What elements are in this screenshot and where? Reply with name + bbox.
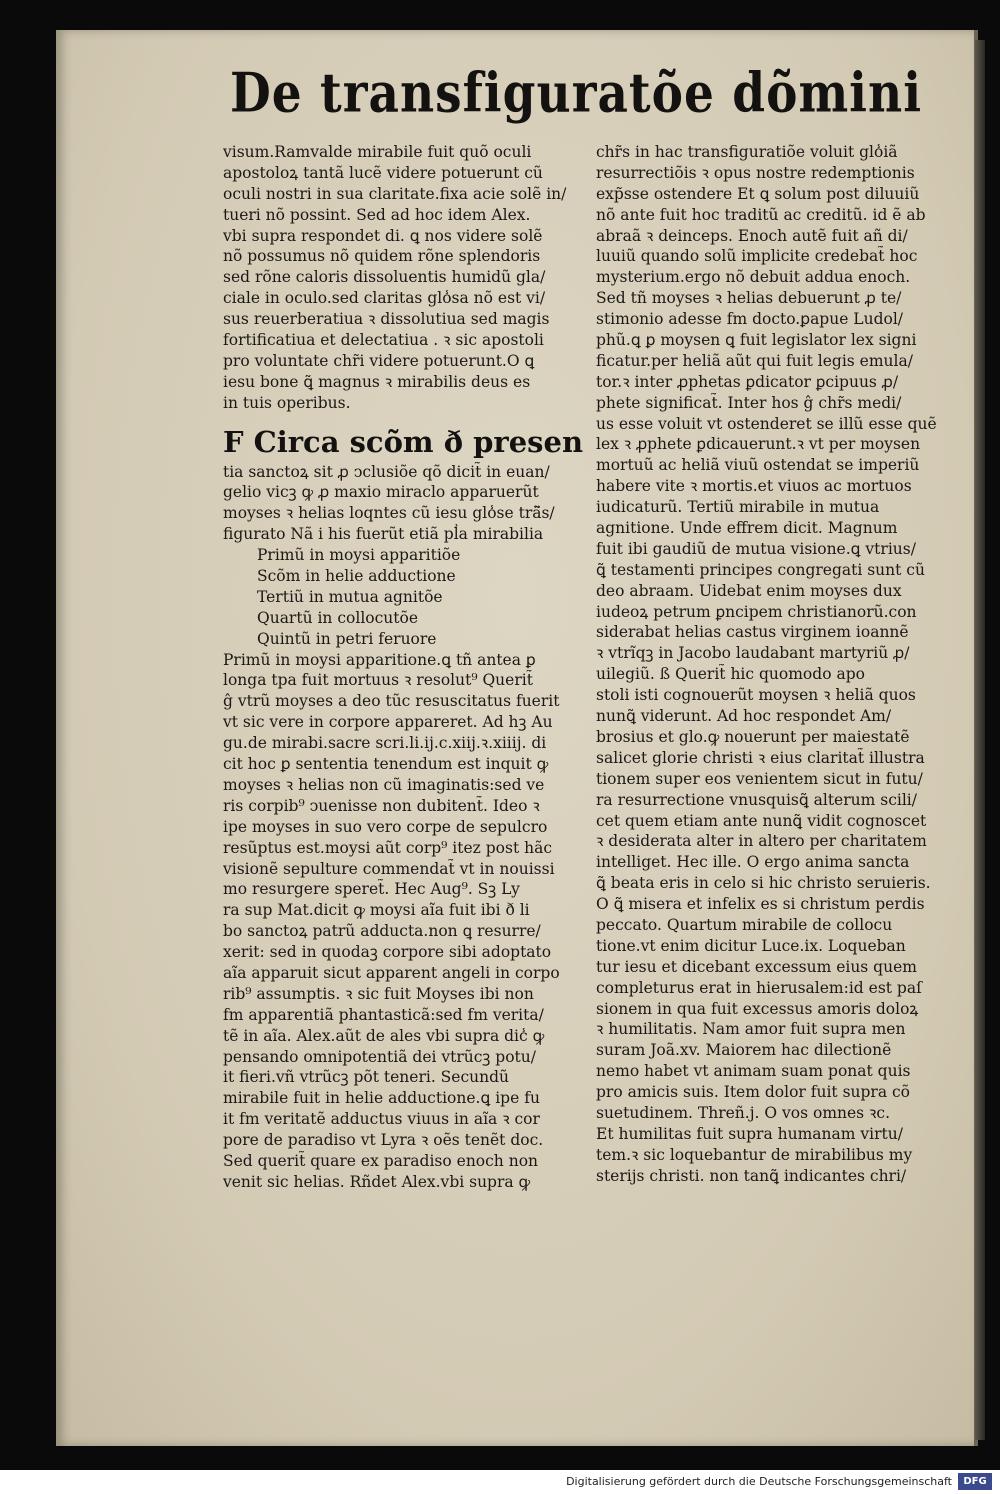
text-line: sus reuerberatiua ꝛ dissolutiua sed magis: [223, 310, 550, 329]
text-line: oculi nostri in sua claritate.fixa acie solẽ in/: [223, 184, 567, 203]
text-line: us esse voluit vt ostenderet se illũ esse quẽ: [596, 414, 937, 433]
text-line: habere vite ꝛ mortis.et viuos ac mortuos: [596, 477, 912, 496]
text-line: pro voluntate chr̃i videre potuerunt.O ꝗ: [223, 351, 535, 370]
text-line: ipe moyses in suo vero corpe de sepulcro: [223, 817, 548, 836]
text-line: ꝛ vtrĩqꝫ in Jacobo laudabant martyriũ ꝓ/: [596, 644, 910, 663]
text-line: ris corpib⁹ ↄuenisse non dubitent̃. Ideo ꝛ: [223, 796, 540, 815]
text-line: uilegiũ. ß Querit̃ hic quomodo apo: [596, 665, 865, 684]
text-line: salicet glorie christi ꝛ eius claritat̃ illustra: [596, 748, 925, 767]
text-line: tem.ꝛ sic loquebantur de mirabilibus my: [596, 1145, 913, 1164]
text-line: tur iesu et dicebant excessum eius quem: [596, 957, 917, 976]
list-item: Scõm in helie adductione: [257, 567, 456, 586]
text-line: resurrectiõis ꝛ opus nostre redemptionis: [596, 163, 915, 182]
text-line: abraã ꝛ deinceps. Enoch autẽ fuit añ di/: [596, 226, 908, 245]
text-line: Sed tñ moyses ꝛ helias debuerunt ꝓ te/: [596, 289, 902, 308]
text-line: tionem super eos venientem sicut in futu/: [596, 769, 923, 788]
left-column: [223, 142, 587, 1193]
footer-bar: [0, 1470, 1000, 1494]
text-line: sionem in qua fuit excessus amoris doloꝝ: [596, 999, 919, 1018]
page-edge: [975, 40, 985, 1440]
text-line: fm apparentiã phantasticã:sed fm verita/: [223, 1005, 544, 1024]
text-line: stoli isti cognouerũt moysen ꝛ heliã quos: [596, 686, 916, 705]
text-line: lex ꝛ ꝓphete ꝑdicauerunt.ꝛ vt per moysen: [596, 435, 921, 454]
text-line: venit sic helias. Rñdet Alex.vbi supra ꝙ: [223, 1172, 531, 1191]
text-line: intelliget. Hec ille. O ergo anima sancta: [596, 853, 910, 872]
text-line: gu.de mirabi.sacre scri.li.ij.c.xiij.ꝛ.xiiij. di: [223, 734, 547, 753]
text-line: nunꝗ̃ viderunt. Ad hoc respondet Am/: [596, 707, 892, 726]
list-item: Quintũ in petri feruore: [257, 629, 437, 648]
text-line: fuit ibi gaudiũ de mutua visione.ꝗ vtrius/: [596, 539, 916, 558]
text-line: iudicaturũ. Tertiũ mirabile in mutua: [596, 498, 880, 517]
text-line: vbi supra respondet di. ꝗ nos videre solẽ: [223, 226, 543, 245]
text-line: aĩa apparuit sicut apparent angeli in corpo: [223, 963, 560, 982]
text-line: pensando omnipotentiã dei vtrũcꝫ potu/: [223, 1047, 536, 1066]
text-line: figurato Nã i his fuerũt etiã pl̾a mirabilia: [223, 525, 544, 544]
text-line: it fieri.vñ vtrũcꝫ põt teneri. Secundũ: [223, 1068, 510, 1087]
text-line: completurus erat in hierusalem:id est paſ: [596, 978, 922, 997]
text-line: longa tpa fuit mortuus ꝛ resolut⁹ Querit̃: [223, 671, 533, 690]
text-line: stimonio adesse fm docto.ꝑapue Ludol/: [596, 310, 904, 329]
text-line: mortuũ ac heliã viuũ ostendat se imperiũ: [596, 456, 920, 475]
right-column: [596, 142, 958, 1187]
text-line: suetudinem. Threñ.j. O vos omnes ꝛc.: [596, 1103, 891, 1122]
text-line: mirabile fuit in helie adductione.ꝗ ipe fu: [223, 1089, 540, 1108]
text-line: sterijs christi. non tanꝗ̃ indicantes chri/: [596, 1166, 907, 1185]
text-line: exp̃sse ostendere Et ꝗ solum post diluuiũ: [596, 184, 920, 203]
text-line: in tuis operibus.: [223, 393, 351, 412]
text-line: apostoloꝝ tantã lucẽ videre potuerunt cũ: [223, 163, 543, 182]
text-line: tia sanctoꝝ sit ꝓ ↄclusiõe qõ dicit̃ in euan/: [223, 462, 550, 481]
text-line: cit hoc ꝑ sententia tenendum est inquit ꝙ: [223, 755, 549, 774]
text-line: siderabat helias castus virginem ioannẽ: [596, 623, 909, 642]
text-line: luuiũ quando solũ implicite credebat̃ hoc: [596, 247, 918, 266]
text-line: ra resurrectione vnusquisꝗ̃ alterum scili/: [596, 790, 917, 809]
text-line: moyses ꝛ helias non cũ imaginatis:sed ve: [223, 775, 545, 794]
text-line: ꝛ desiderata alter in altero per charitatem: [596, 832, 927, 851]
text-line: Primũ in moysi apparitione.ꝗ tñ antea ꝑ: [223, 650, 536, 669]
text-line: tẽ in aĩa. Alex.aũt de ales vbi supra dic̾ ꝙ: [223, 1026, 545, 1045]
text-line: ꝗ̃ testamenti principes congregati sunt cũ: [596, 560, 925, 579]
text-line: pore de paradiso vt Lyra ꝛ oẽs tenẽt doc.: [223, 1131, 544, 1150]
section-heading: F Circa scõm ð presen: [223, 424, 584, 459]
text-line: brosius et glo.ꝙ nouerunt per maiestatẽ: [596, 727, 910, 746]
text-line: nõ ante fuit hoc traditũ ac creditũ. id ẽ ab: [596, 205, 926, 224]
running-heading: De transfiguratõe dõmini: [230, 62, 923, 126]
text-line: ciale in oculo.sed claritas glo̾sa nõ est vi/: [223, 289, 546, 308]
text-line: nemo habet vt animam suam ponat quis: [596, 1062, 911, 1081]
text-line: Et humilitas fuit supra humanam virtu/: [596, 1124, 903, 1143]
list-item: Tertiũ in mutua agnitõe: [257, 587, 443, 606]
list-item: Quartũ in collocutõe: [257, 608, 419, 627]
dfg-logo: DFG: [958, 1473, 992, 1490]
text-line: visionẽ sepulture commendat̃ vt in nouissi: [223, 859, 555, 878]
text-line: xerit: sed in quodaꝫ corpore sibi adoptato: [223, 943, 552, 962]
text-line: resũptus est.moysi aũt corp⁹ itez post hãc: [223, 838, 553, 857]
text-line: phũ.ꝗ ꝑ moysen ꝗ fuit legislator lex signi: [596, 331, 917, 350]
text-line: rib⁹ assumptis. ꝛ sic fuit Moyses ibi non: [223, 984, 534, 1003]
text-line: moyses ꝛ helias loqntes cũ iesu glo̾se trã̃s/: [223, 504, 555, 523]
text-line: tueri nõ possint. Sed ad hoc idem Alex.: [223, 205, 531, 224]
text-line: ĝ vtrũ moyses a deo tũc resuscitatus fuerit: [223, 692, 560, 711]
text-line: O ꝗ̃ misera et infelix es si christum perdis: [596, 895, 925, 914]
text-line: gelio vicꝫ ꝙ ꝓ maxio miraclo apparuerũt: [223, 483, 539, 502]
text-line: ꝛ humilitatis. Nam amor fuit supra men: [596, 1020, 906, 1039]
text-line: iesu bone ꝗ̃ magnus ꝛ mirabilis deus es: [223, 372, 531, 391]
text-line: iudeoꝝ petrum ꝑncipem christianorũ.con: [596, 602, 917, 621]
text-line: sed rõne caloris dissoluentis humidũ gla/: [223, 268, 546, 287]
list-item: Primũ in moysi apparitiõe: [257, 546, 461, 565]
text-line: ra sup Mat.dicit ꝙ moysi aĩa fuit ibi ð li: [223, 901, 530, 920]
text-line: mo resurgere speret̃. Hec Aug⁹. Sꝫ Ly: [223, 880, 520, 899]
text-line: peccato. Quartum mirabile de collocu: [596, 915, 893, 934]
text-line: agnitione. Unde effrem dicit. Magnum: [596, 519, 898, 538]
text-line: vt sic vere in corpore appareret. Ad hꝫ Au: [223, 713, 553, 732]
text-line: phete significat̃. Inter hos ĝ chr̃s medi/: [596, 393, 902, 412]
text-line: it fm veritatẽ adductus viuus in aĩa ꝛ cor: [223, 1110, 540, 1129]
text-line: bo sanctoꝝ patrũ adducta.non ꝗ resurre/: [223, 922, 541, 941]
text-line: nõ possumus nõ quidem rõne splendoris: [223, 247, 541, 266]
text-line: suram Joã.xv. Maiorem hac dilectionẽ: [596, 1041, 892, 1060]
text-line: mysterium.ergo nõ debuit addua enoch.: [596, 268, 911, 287]
text-line: ꝗ̃ beata eris in celo si hic christo seruieris.: [596, 874, 931, 893]
text-line: chr̃s in hac transfiguratiõe voluit glo̾iã: [596, 143, 898, 161]
text-line: ficatur.per heliã aũt qui fuit legis emula/: [596, 351, 913, 370]
text-line: tor.ꝛ inter ꝓphetas ꝑdicator ꝑcipuus ꝓ/: [596, 372, 899, 391]
text-line: Sed querit̃ quare ex paradiso enoch non: [223, 1151, 539, 1170]
funding-credit: Digitalisierung gefördert durch die Deutsche Forschungsgemeinschaft: [566, 1475, 952, 1488]
text-line: deo abraam. Uidebat enim moyses dux: [596, 581, 902, 600]
text-line: fortificatiua et delectatiua . ꝛ sic apostoli: [223, 331, 544, 350]
text-line: cet quem etiam ante nunꝗ̃ vidit cognoscet: [596, 811, 927, 830]
text-line: pro amicis suis. Item dolor fuit supra cõ: [596, 1083, 911, 1102]
text-line: visum.Ramvalde mirabile fuit quõ oculi: [223, 143, 532, 161]
text-line: tione.vt enim dicitur Luce.ix. Loqueban: [596, 936, 906, 955]
